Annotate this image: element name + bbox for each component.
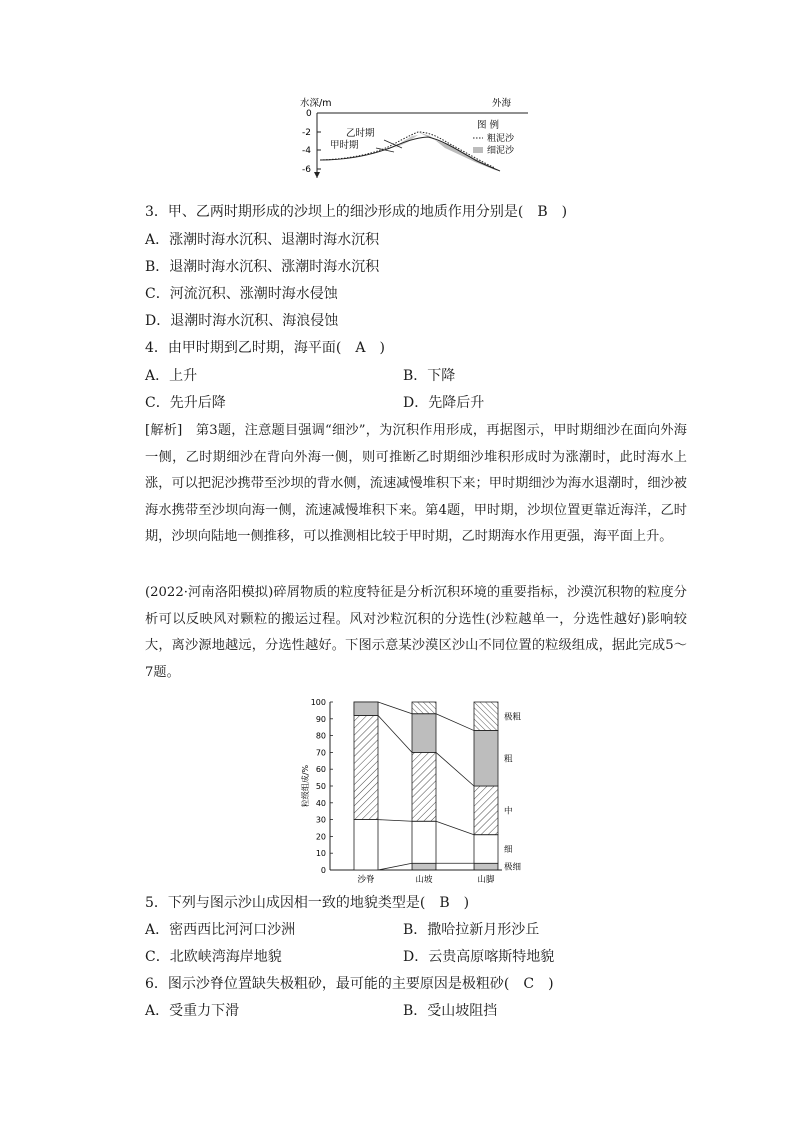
sandbar-cross-section-figure <box>290 92 540 180</box>
fig1-ytick: -6 <box>302 165 311 175</box>
question-4-option: C．先升后降 <box>145 395 226 411</box>
boundary-connector <box>436 714 474 731</box>
fig1-right-label: 外海 <box>492 98 512 109</box>
bar-segment-细 <box>412 821 436 863</box>
question-5-option: C．北欧峡湾海岸地貌 <box>145 949 282 965</box>
bar-segment-中 <box>354 715 378 819</box>
category-label: 山脚 <box>477 875 495 885</box>
fig1-legend-fine-swatch <box>473 147 483 153</box>
bar-segment-细 <box>354 820 378 870</box>
fig1-label-yi: 乙时期 <box>346 128 375 139</box>
question-4-option: A．上升 <box>145 368 198 384</box>
series-label: 极粗 <box>504 712 522 723</box>
series-label: 粗 <box>504 754 513 765</box>
bar-segment-细 <box>474 835 498 864</box>
bar-segment-极细 <box>412 863 436 870</box>
series-label: 中 <box>504 806 513 817</box>
boundary-connector <box>436 752 474 786</box>
question-6-option: A．受重力下滑 <box>145 1003 240 1019</box>
bar-segment-粗 <box>354 702 378 715</box>
y-tick-label: 70 <box>315 748 326 758</box>
y-tick-label: 80 <box>315 731 326 741</box>
y-tick-label: 90 <box>315 714 326 724</box>
y-tick-label: 40 <box>315 798 326 808</box>
series-label: 细 <box>504 845 513 855</box>
question-6-stem: 6．图示沙脊位置缺失极粗砂，最可能的主要原因是极粗砂( C ) <box>145 976 554 992</box>
fig1-axis-arrow <box>314 172 320 178</box>
question-4-stem: 4．由甲时期到乙时期，海平面( A ) <box>145 340 385 356</box>
y-tick-label: 50 <box>315 782 326 791</box>
boundary-connector <box>378 702 412 714</box>
fig1-ytick: -4 <box>302 146 311 156</box>
fig1-label-jia: 甲时期 <box>330 140 359 151</box>
question-3-option: A．涨潮时海水沉积、退潮时海水沉积 <box>145 232 380 248</box>
fig1-legend-title: 图 例 <box>477 120 500 131</box>
bar-segment-极粗 <box>412 702 436 714</box>
y-tick-label: 10 <box>315 849 326 859</box>
question-6-option: B．受山坡阻挡 <box>403 1003 498 1019</box>
question-3-stem: 3．甲、乙两时期形成的沙坝上的细沙形成的地质作用分别是( B ) <box>145 204 568 220</box>
boundary-connector <box>378 715 412 752</box>
y-tick-label: 20 <box>315 832 326 842</box>
y-axis-label: 粒级组成/% <box>301 764 310 808</box>
bar-segment-中 <box>412 752 436 821</box>
fig1-ytick: -2 <box>302 128 311 138</box>
question-3-option: D．退潮时海水沉积、海浪侵蚀 <box>145 313 339 329</box>
question-4-option: D．先降后升 <box>403 395 485 411</box>
series-label: 极细 <box>504 862 522 873</box>
question-3-option: C．河流沉积、涨潮时海水侵蚀 <box>145 286 338 302</box>
grain-size-chart <box>296 694 536 886</box>
y-tick-label: 0 <box>320 866 326 875</box>
category-label: 沙脊 <box>357 875 375 885</box>
y-tick-label: 30 <box>315 815 326 825</box>
question-5-option: D．云贵高原喀斯特地貌 <box>403 949 555 965</box>
boundary-connector <box>436 821 474 834</box>
question-5-option: B．撒哈拉新月形沙丘 <box>403 922 540 938</box>
bar-segment-极粗 <box>474 702 498 731</box>
question-5-option: A．密西西比河河口沙洲 <box>145 922 296 938</box>
category-label: 山坡 <box>415 875 433 885</box>
fig1-ytick: 0 <box>306 109 312 119</box>
bar-segment-粗 <box>412 714 436 753</box>
fig1-ylabel: 水深/m <box>300 98 332 109</box>
y-tick-label: 60 <box>315 765 326 775</box>
intro-paragraph: (2022·河南洛阳模拟)碎屑物质的粒度特征是分析沉积环境的重要指标，沙漠沉积物的粒度分析可以反映风对颗粒的搬运过程。风对沙粒沉积的分选性(沙粒越单一，分选性越好)影响较大，离沙源地越远，分选性越好。下图示意某沙漠区沙山不同位置的粒级组成，据此完成5～7题。 <box>145 585 687 680</box>
bar-segment-极细 <box>474 863 498 870</box>
analysis-paragraph: [解析] 第3题，注意题目强调“细沙”，为沉积作用形成，再据图示，甲时期细沙在面向外海一侧，乙时期细沙在背向外海一侧，则可推断乙时期细沙堆积形成时为涨潮时，此时海水上涨，可以把泥沙携带至沙坝的背水侧，流速减慢堆积下来；甲时期细沙为海水退潮时，细沙被海水携带至沙坝向海一侧，流速减慢堆积下来。第4题，甲时期，沙坝位置更靠近海洋，乙时期，沙坝向陆地一侧推移，可以推测相比较于甲时期，乙时期海水作用更强，海平面上升。 <box>145 423 687 545</box>
bar-segment-粗 <box>474 731 498 786</box>
fig1-legend-coarse: 粗泥沙 <box>487 134 515 144</box>
question-3-option: B．退潮时海水沉积、涨潮时海水沉积 <box>145 259 380 275</box>
fig1-legend-fine: 细泥沙 <box>487 146 515 156</box>
bar-segment-中 <box>474 786 498 835</box>
y-tick-label: 100 <box>310 698 326 707</box>
boundary-connector <box>378 820 412 822</box>
question-4-option: B．下降 <box>403 368 456 384</box>
question-5-stem: 5．下列与图示沙山成因相一致的地貌类型是( B ) <box>145 895 470 911</box>
boundary-connector <box>378 863 412 870</box>
